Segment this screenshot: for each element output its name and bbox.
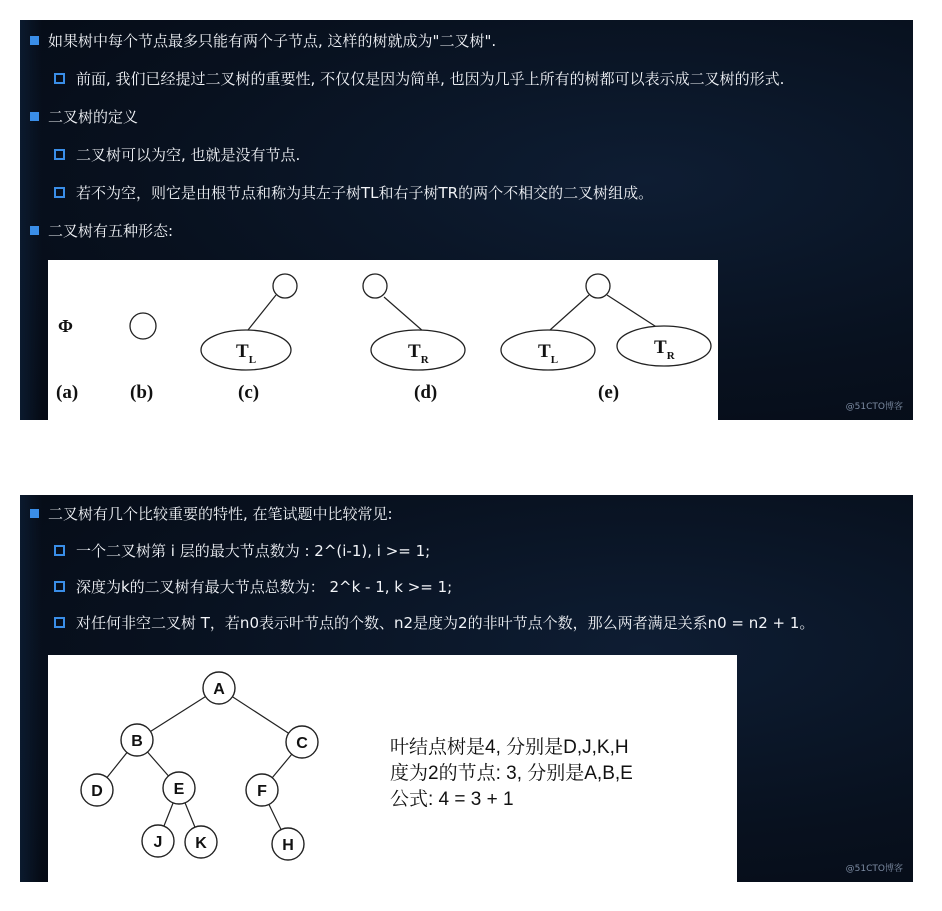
note-formula: 公式: 4 = 3 + 1 <box>390 789 514 810</box>
bullet-text: 二叉树有几个比较重要的特性, 在笔试题中比较常见: <box>48 505 393 523</box>
subtree-t-letter: T <box>654 337 667 358</box>
bullet-square-icon <box>30 226 39 235</box>
svg-text:K: K <box>195 835 207 852</box>
bullet-6 <box>30 220 173 241</box>
bullet-3 <box>54 576 452 597</box>
label-b: (b) <box>130 382 154 403</box>
subtree-r-subscript: R <box>420 354 429 366</box>
five-forms-diagram <box>48 260 718 420</box>
example-tree-figure <box>48 655 737 882</box>
label-a: (a) <box>56 382 79 403</box>
bullet-2 <box>54 540 430 561</box>
label-c: (c) <box>238 382 260 403</box>
bullet-hollow-square-icon <box>54 545 65 556</box>
subtree-r-subscript: R <box>666 350 675 362</box>
bullet-square-icon <box>30 112 39 121</box>
watermark: @51CTO博客 <box>845 864 903 874</box>
bullet-text: 如果树中每个节点最多只能有两个子节点, 这样的树就成为"二叉树". <box>48 32 497 50</box>
bullet-4 <box>54 144 300 165</box>
tree-node-k <box>185 826 217 858</box>
empty-tree-symbol: Φ <box>58 316 73 336</box>
subtree-t-letter: T <box>408 341 421 362</box>
bullet-hollow-square-icon <box>54 149 65 160</box>
label-d: (d) <box>414 382 438 403</box>
slide-binary-tree-properties <box>20 495 913 882</box>
svg-text:E: E <box>173 781 185 798</box>
note-leaf-count: 叶结点树是4, 分别是D,J,K,H <box>390 737 629 758</box>
bullet-hollow-square-icon <box>54 617 65 628</box>
tree-node-a <box>203 672 235 704</box>
svg-text:D: D <box>91 783 103 800</box>
slide-binary-tree-definition <box>20 20 913 420</box>
form-e-root <box>586 274 610 298</box>
bullet-hollow-square-icon <box>54 187 65 198</box>
tree-node-j <box>142 825 174 857</box>
form-e-right-edge <box>607 295 658 328</box>
bullet-1 <box>30 30 496 51</box>
svg-text:B: B <box>131 733 143 750</box>
label-e: (e) <box>598 382 620 403</box>
form-e-left-edge <box>550 295 589 330</box>
subtree-t-letter: T <box>236 341 249 362</box>
svg-text:A: A <box>213 681 225 698</box>
svg-text:F: F <box>257 783 267 800</box>
bullet-square-icon <box>30 509 39 518</box>
subtree-l-subscript: L <box>550 354 559 366</box>
subtree-t-letter: T <box>538 341 551 362</box>
watermark: @51CTO博客 <box>845 402 903 412</box>
bullet-1 <box>30 503 393 524</box>
bullet-square-icon <box>30 36 39 45</box>
tree-node-b <box>121 724 153 756</box>
bullet-text: 二叉树的定义 <box>48 108 139 126</box>
bullet-hollow-square-icon <box>54 581 65 592</box>
bullet-text: 前面, 我们已经提过二叉树的重要性, 不仅仅是因为简单, 也因为几乎上所有的树都可以表示成二叉树的形式. <box>76 70 785 88</box>
bullet-hollow-square-icon <box>54 73 65 84</box>
form-d-root <box>363 274 387 298</box>
tree-node-f <box>246 774 278 806</box>
bullet-text: 一个二叉树第 i 层的最大节点数为 : 2^(i-1), i >= 1; <box>76 542 431 560</box>
bullet-5 <box>54 182 653 203</box>
tree-node-h <box>272 828 304 860</box>
svg-text:C: C <box>296 735 308 752</box>
form-c-root <box>273 274 297 298</box>
five-forms-figure <box>48 260 718 420</box>
tree-node-c <box>286 726 318 758</box>
note-degree-two-count: 度为2的节点: 3, 分别是A,B,E <box>390 763 633 784</box>
form-d-edge <box>384 297 424 332</box>
form-c-edge <box>248 295 276 330</box>
bullet-text: 深度为k的二叉树有最大节点总数为： 2^k - 1, k >= 1; <box>76 578 453 596</box>
bullet-4 <box>54 612 814 633</box>
bullet-text: 对任何非空二叉树 T，若n0表示叶节点的个数、n2是度为2的非叶节点个数，那么两者满足关系n0 = n2 + 1。 <box>76 614 815 632</box>
subtree-l-subscript: L <box>248 354 257 366</box>
bullet-2 <box>54 68 784 89</box>
bullet-text: 二叉树有五种形态: <box>48 222 174 240</box>
bullet-text: 二叉树可以为空, 也就是没有节点. <box>76 146 301 164</box>
form-b-node <box>130 313 156 339</box>
tree-node-e <box>163 772 195 804</box>
svg-text:H: H <box>282 837 294 854</box>
bullet-3 <box>30 106 138 127</box>
svg-text:J: J <box>153 834 163 851</box>
tree-node-d <box>81 774 113 806</box>
bullet-text: 若不为空，则它是由根节点和称为其左子树TL和右子树TR的两个不相交的二叉树组成。 <box>76 184 654 202</box>
